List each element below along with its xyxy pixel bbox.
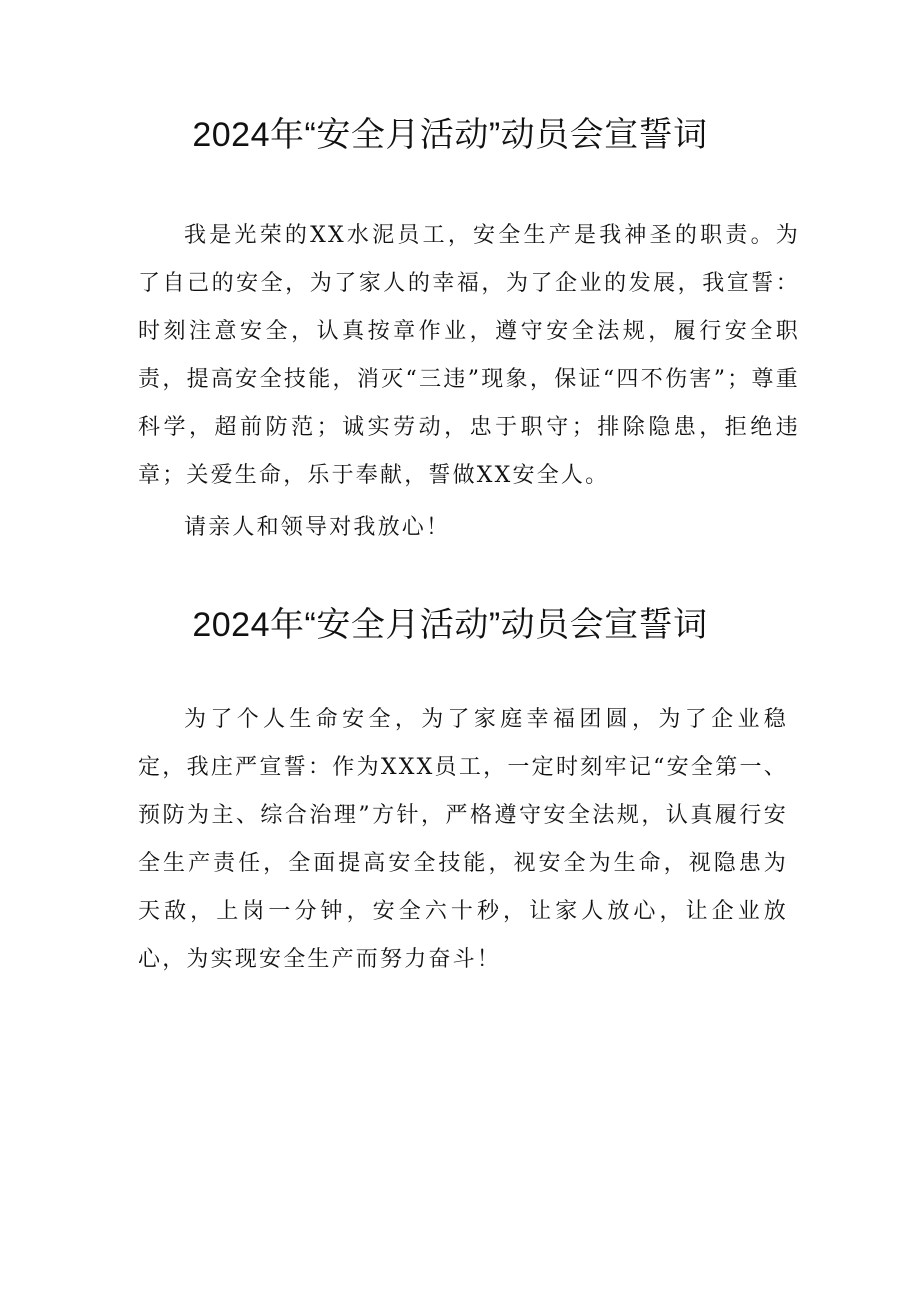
oath-title-2: 2024年“安全月活动”动员会宣誓词 (192, 606, 708, 644)
oath-paragraph-3: 为了个人生命安全，为了家庭幸福团圆，为了企业稳定，我庄严宣誓：作为XXX员工，一定时刻牢记“安全第一、预防为主、综合治理”方针，严格遵守安全法规，认真履行安全生产责任，全面提高安全技能，视安全为生命，视隐患为天敌，上岗一分钟，安全六十秒，让家人放心，让企业放心，为实现安全生产而努力奋斗！ (138, 707, 788, 972)
oath-paragraph-2: 请亲人和领导对我放心！ (184, 515, 451, 540)
oath-paragraph-1: 我是光荣的XX水泥员工，安全生产是我神圣的职责。为了自己的安全，为了家人的幸福，为了企业的发展，我宣誓：时刻注意安全，认真按章作业，遵守安全法规，履行安全职责，提高安全技能，消灭“三违”现象，保证“四不伤害”；尊重科学，超前防范；诚实劳动，忠于职守；排除隐患，拒绝违章；关爱生命，乐于奉献，誓做XX安全人。 (138, 223, 800, 488)
oath-title-1: 2024年“安全月活动”动员会宣誓词 (192, 116, 708, 154)
